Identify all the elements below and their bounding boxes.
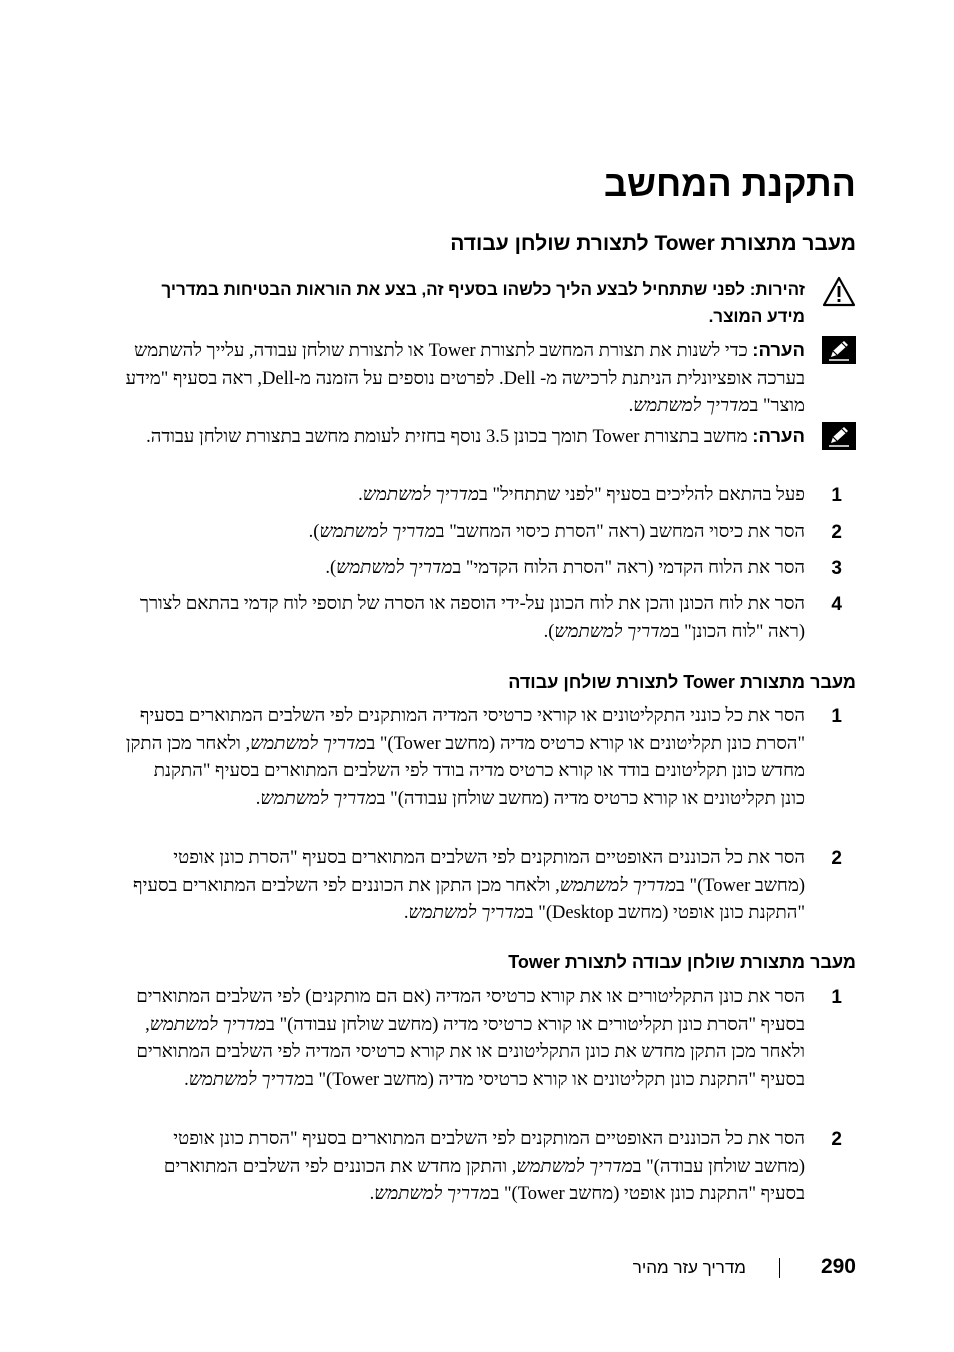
list-item	[125, 1126, 856, 1209]
step-text: , והתקן מחדש את הכוננים לפי השלבים המתוארים בסעיף "התקנת כונן אופטי (מחשב Tower)" ב	[163, 1156, 805, 1204]
step-number: 4	[831, 594, 842, 615]
step-text: , ולאחר מכן התקן מחדש כונן תקליטונים בודד או קורא כרטיס מדיה בודד לפי השלבים המתוארים בסעיף "התקנת כונן תקליטונים או קורא כרטיס מדיה (מחשב שולחן עבודה)" ב	[125, 733, 805, 809]
step-text: , ולאחר מכן התקן מחדש את כונן התקליטונים או את קורא כרטיסי המדיה לפי השלבים המתוארים בסעיף "התקנת כונן תקליטונים או קורא כרטיסי מדיה (מחשב Tower)" ב	[136, 1014, 805, 1090]
step-text: הסר את כל הכוננים האופטיים המותקנים לפי השלבים המתוארים בסעיף "הסרת כונן אופטי (מחשב שולחן עבודה)" ב	[173, 1129, 805, 1177]
step-text: הסר את כיסוי המחשב (ראה "הסרת כיסוי המחשב" ב	[435, 522, 805, 542]
step-text-end: .	[358, 485, 363, 505]
note-text: מחשב בתצורת Tower תומך בכונן 3.5 נוסף בחזית לעומת מחשב בתצורת שולחן עבודה.	[146, 427, 753, 447]
step-number: 2	[831, 522, 842, 543]
step-number: 1	[831, 706, 842, 727]
note-pencil-icon	[822, 336, 856, 364]
note-text: כדי לשנות את תצורת המחשב לתצורת Tower או לתצורת שולחן עבודה, עלייך להשתמש בערכה אופציונלית הניתנת לרכישה מ- Dell. לפרטים נוספים על הזמנה מ-Dell, ראה בסעיף "מידע מוצר" ב	[125, 341, 805, 416]
step-text: הסר את הלוח הקדמי (ראה "הסרת הלוח הקדמי" ב	[452, 558, 805, 578]
caution-box	[125, 276, 856, 330]
user-guide-ref: מדריך למשתמש	[408, 903, 525, 923]
user-guide-ref: מדריך למשתמש	[188, 1069, 305, 1090]
list-item	[125, 482, 856, 510]
list-item	[125, 519, 856, 547]
list-item	[125, 703, 856, 813]
list-item	[125, 555, 856, 583]
user-guide-ref: מדריך למשתמש	[374, 1184, 491, 1204]
step-text-end: .	[403, 903, 409, 923]
user-guide-ref: מדריך למשתמש	[250, 733, 367, 754]
user-guide-ref: מדריך למשתמש	[260, 788, 377, 809]
step-text: הסר את לוח הכונן והכן את לוח הכונן על-ידי הוספה או הסרה של תוספי לוח קדמי בהתאם לצורך (ראה "לוח הכונן" ב	[139, 594, 805, 642]
step-text-end: .	[369, 1184, 375, 1204]
note-text-end: .	[628, 396, 634, 416]
footer-title: מדריך עזר מהיר	[632, 1258, 746, 1277]
step-number: 1	[831, 485, 842, 506]
user-guide-ref: מדריך למשתמש	[633, 396, 750, 416]
subsection-heading-2: מעבר מתצורת Tower לתצורת שולחן עבודה	[508, 672, 856, 692]
step-text-end: .	[184, 1069, 189, 1090]
step-number: 3	[831, 558, 842, 579]
page-footer	[125, 1253, 856, 1283]
step-text-end: ).	[308, 522, 320, 542]
user-guide-ref: מדריך למשתמש	[554, 621, 671, 642]
user-guide-ref: מדריך למשתמש	[516, 1156, 633, 1177]
caution-label: זהירות:	[749, 280, 805, 299]
note-pencil-icon	[822, 422, 856, 450]
step-number: 2	[831, 848, 842, 869]
user-guide-ref: מדריך למשתמש	[149, 1014, 267, 1035]
step-text-end: ).	[325, 558, 337, 578]
step-text: הסר את כל כונני התקליטונים או קוראי כרטיסי המדיה המותקנים לפי השלבים המתוארים בסעיף "הסרת כונן תקליטונים או קורא כרטיס מדיה (מחשב Tower)" ב	[139, 706, 805, 754]
list-item	[125, 591, 856, 646]
list-item	[125, 845, 856, 928]
list-item	[125, 984, 856, 1094]
user-guide-ref: מדריך למשתמש	[319, 522, 436, 542]
step-number: 2	[831, 1129, 842, 1150]
user-guide-ref: מדריך למשתמש	[362, 485, 480, 505]
step-text: פעל בהתאם להליכים בסעיף "לפני שתתחיל" ב	[479, 485, 805, 505]
caution-text: לפני שתתחיל לבצע הליך כלשהו בסעיף זה, בצע את הוראות הבטיחות במדריך מידע המוצר.	[161, 280, 805, 326]
page-number: 290	[820, 1255, 856, 1278]
note-label: הערה:	[752, 425, 805, 446]
section-heading-tower-to-desktop: מעבר מתצורת Tower לתצורת שולחן עבודה	[450, 232, 856, 255]
warning-triangle-icon	[822, 276, 856, 308]
step-text: , ולאחר מכן התקן את הכוננים לפי השלבים המתוארים בסעיף "התקנת כונן אופטי (מחשב Desktop)" ב	[133, 875, 805, 923]
user-guide-ref: מדריך למשתמש	[336, 558, 453, 578]
step-text-end: ).	[543, 621, 555, 642]
step-number: 1	[831, 987, 842, 1008]
note-label: הערה:	[752, 339, 805, 360]
note-box-1	[125, 336, 856, 421]
step-text-end: .	[255, 788, 261, 809]
step-text: הסר את כונן התקליטורים או את קורא כרטיסי המדיה (אם הם מותקנים) לפי השלבים המתוארים בסעיף "הסרת כונן תקליטורים או קורא כרטיסי מדיה (מחשב שולחן עבודה)" ב	[136, 987, 805, 1035]
subsection-heading-3: מעבר מתצורת שולחן עבודה לתצורת Tower	[508, 952, 856, 972]
user-guide-ref: מדריך למשתמש	[559, 875, 677, 896]
footer-divider	[779, 1258, 780, 1278]
step-text: הסר את כל הכוננים האופטיים המותקנים לפי השלבים המתוארים בסעיף "הסרת כונן אופטי (מחשב Tower)" ב	[173, 848, 805, 896]
note-box-2	[125, 422, 856, 452]
page-title: התקנת המחשב	[603, 163, 856, 204]
